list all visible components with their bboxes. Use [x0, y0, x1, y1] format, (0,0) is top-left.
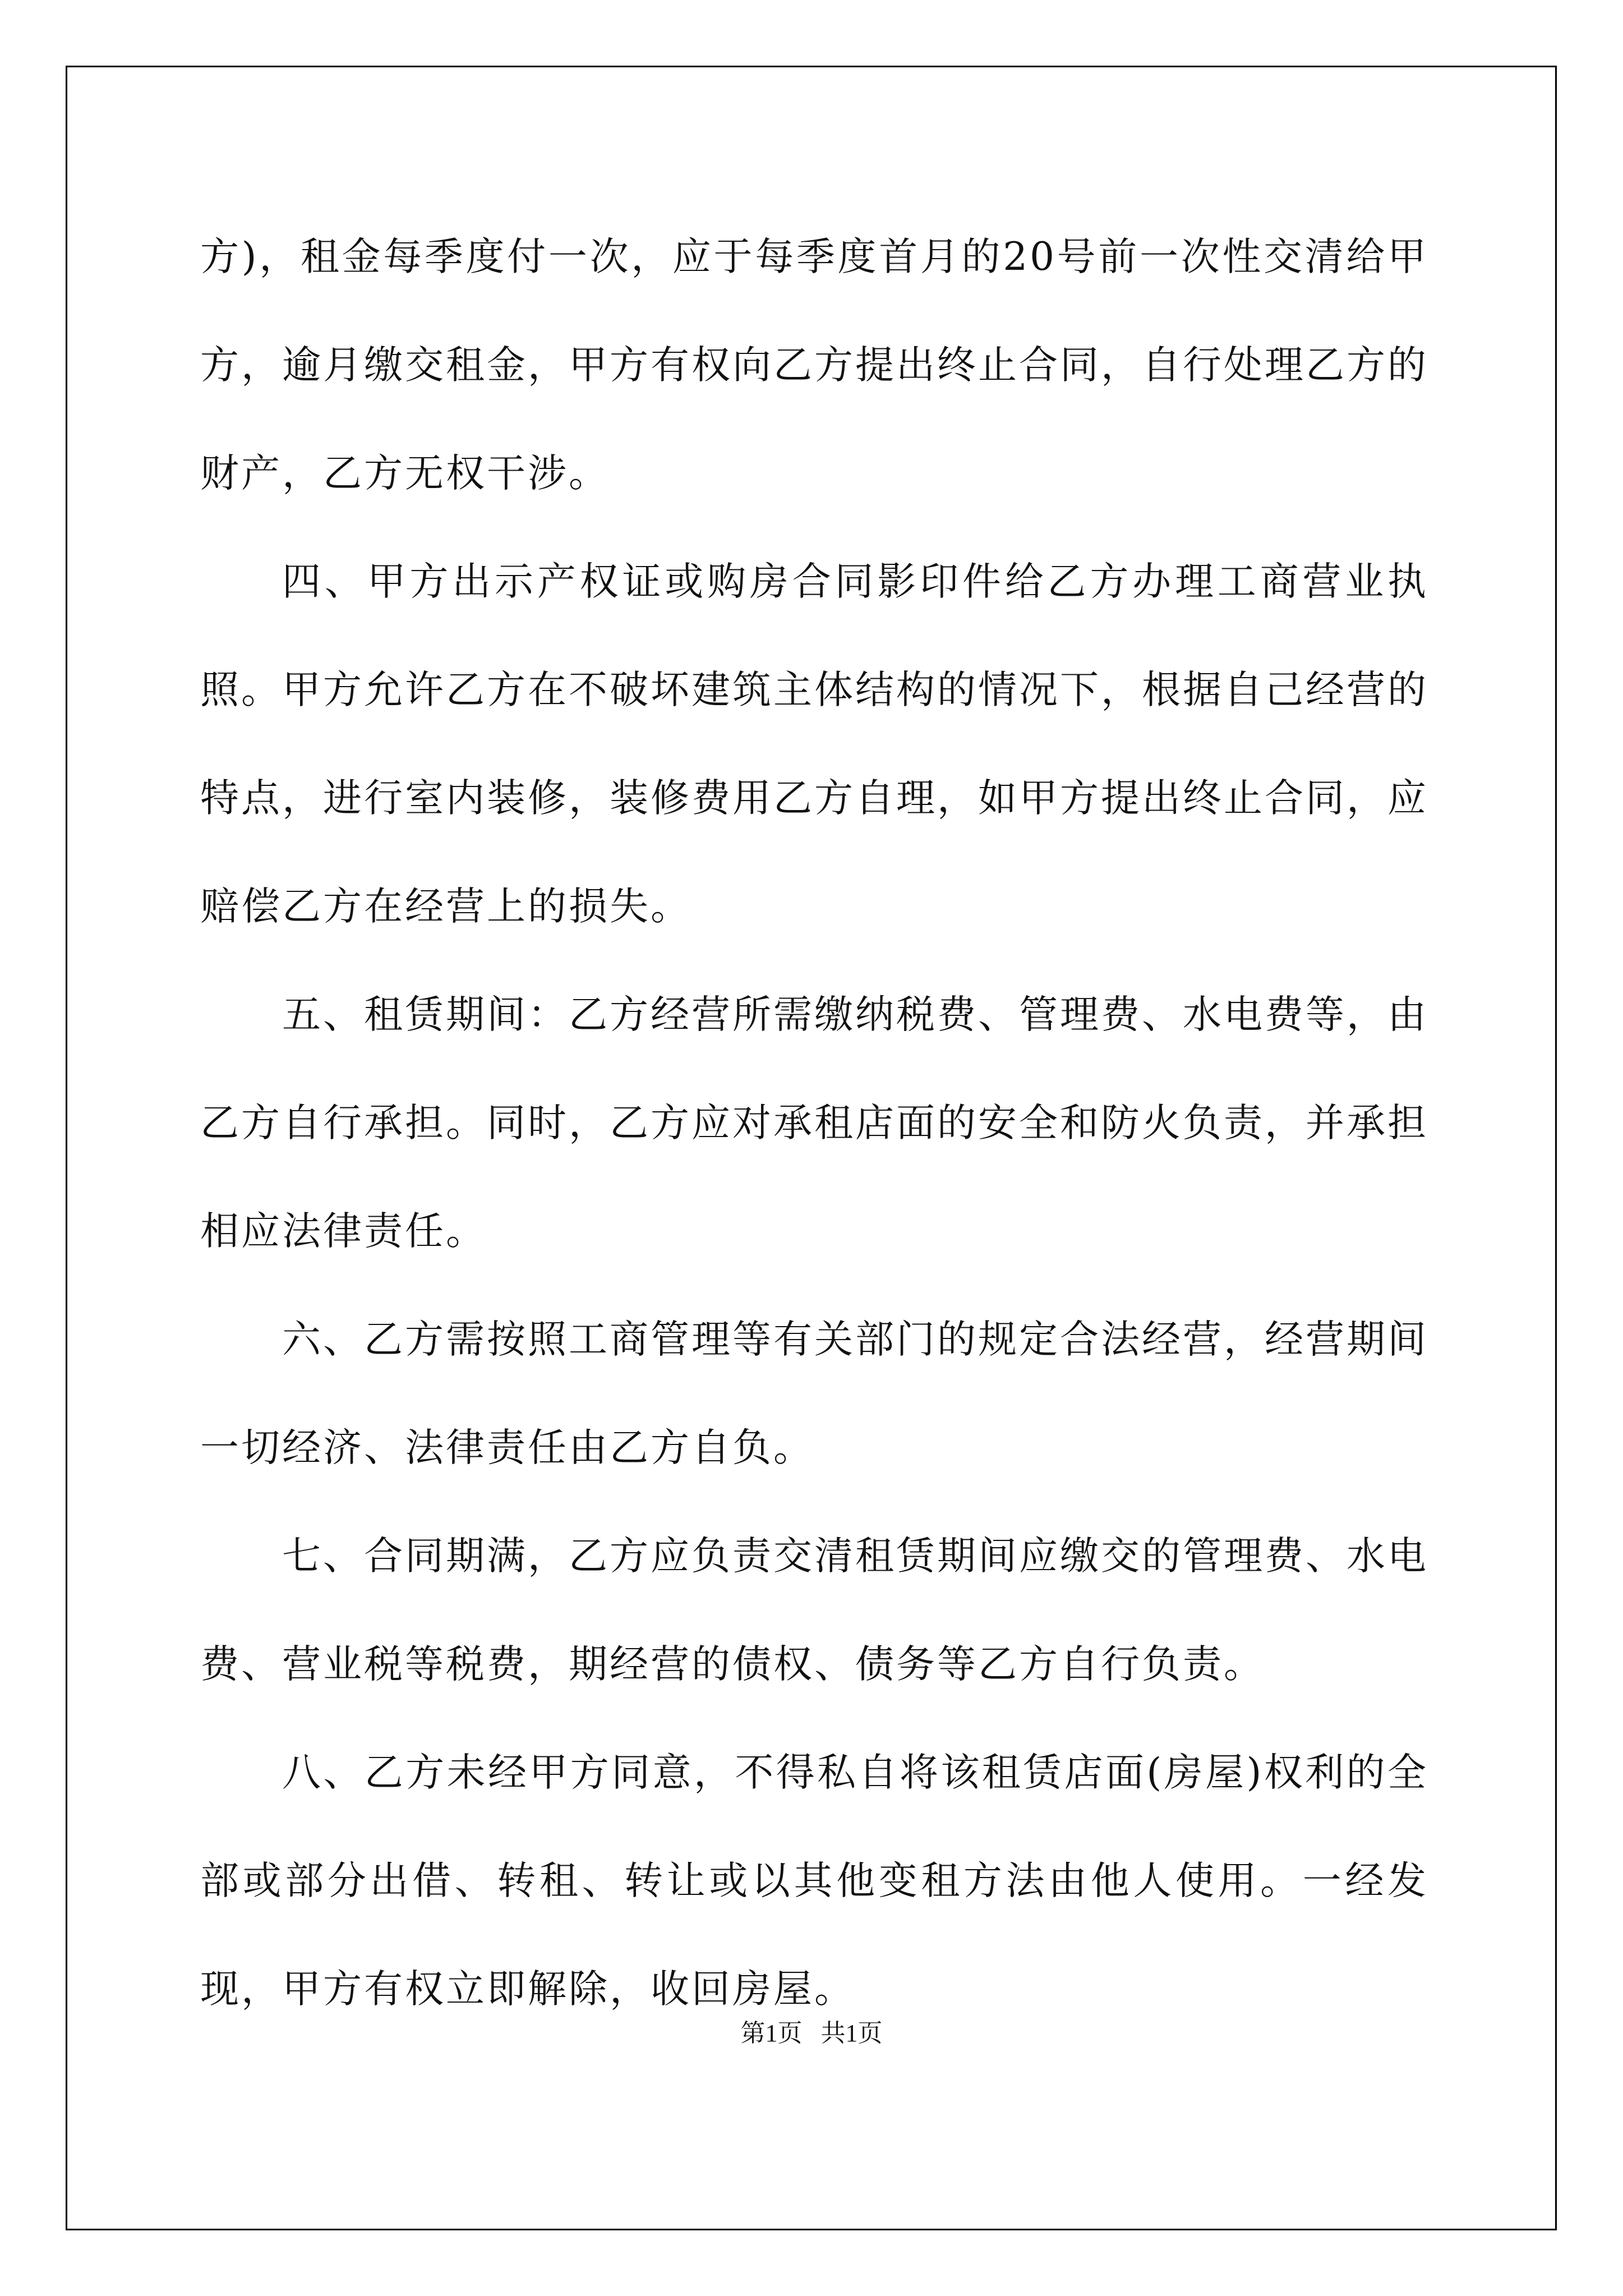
document-body — [200, 203, 1428, 2044]
paragraph-4: 六、乙方需按照工商管理等有关部门的规定合法经营，经营期间一切经济、法律责任由乙方自负。 — [200, 1317, 1428, 1470]
paragraph-6: 八、乙方未经甲方同意，不得私自将该租赁店面(房屋)权利的全部或部分出借、转租、转让或以其他变租方法由他人使用。一经发现，甲方有权立即解除，收回房屋。 — [200, 1750, 1428, 2012]
page-footer — [0, 2013, 1623, 2049]
page-number: 第1页 — [740, 2019, 803, 2047]
paragraph-1: 方)，租金每季度付一次，应于每季度首月的20号前一次性交清给甲方，逾月缴交租金，甲方有权向乙方提出终止合同，自行处理乙方的财产，乙方无权干涉。 — [200, 234, 1428, 496]
paragraph-3: 五、租赁期间：乙方经营所需缴纳税费、管理费、水电费等，由乙方自行承担。同时，乙方应对承租店面的安全和防火负责，并承担相应法律责任。 — [200, 992, 1428, 1254]
page-total: 共1页 — [820, 2019, 883, 2047]
paragraph-2: 四、甲方出示产权证或购房合同影印件给乙方办理工商营业执照。甲方允许乙方在不破坏建筑主体结构的情况下，根据自己经营的特点，进行室内装修，装修费用乙方自理，如甲方提出终止合同，应赔偿乙方在经营上的损失。 — [200, 559, 1428, 929]
paragraph-5: 七、合同期满，乙方应负责交清租赁期间应缴交的管理费、水电费、营业税等税费，期经营的债权、债务等乙方自行负责。 — [200, 1534, 1428, 1687]
